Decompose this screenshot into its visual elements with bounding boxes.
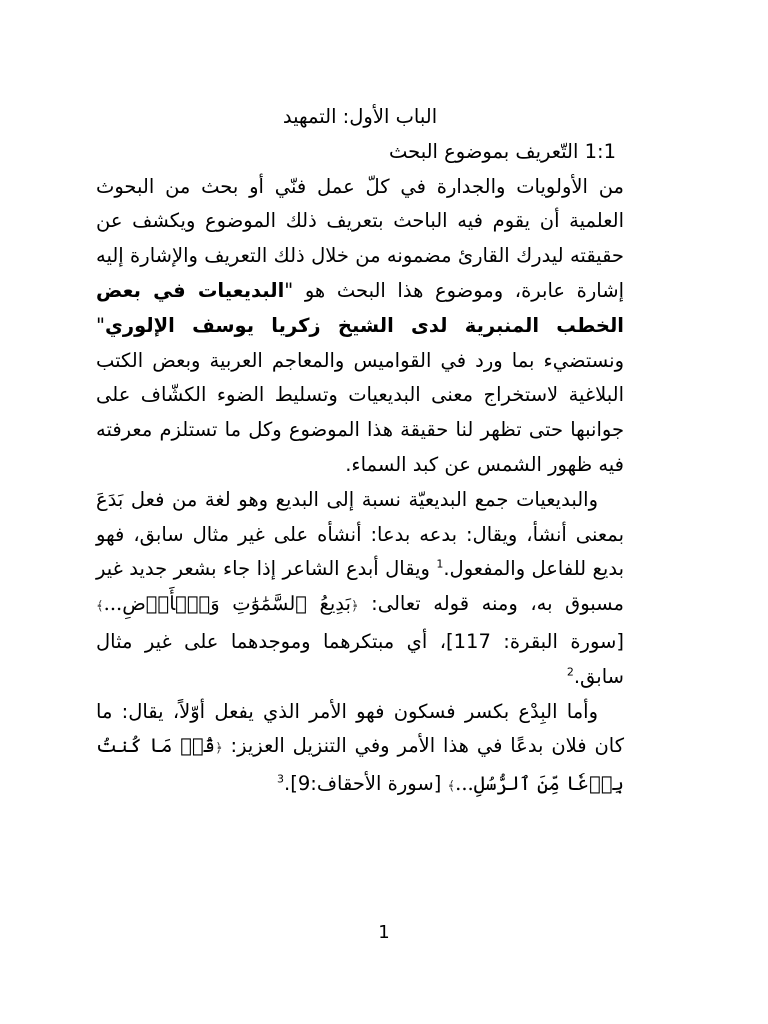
verse-open-bracket: ﴿	[215, 741, 223, 757]
document-page	[96, 100, 624, 805]
paragraph-3-text-b: [سورة الأحقاف:9].	[284, 772, 448, 796]
paragraph-1-text-a: من الأولويات والجدارة في كلّ عمل فنّي أو بحث من البحوث العلمية أن يقوم فيه الباحث بتعريف ذلك الموضوع ويكشف عن حقيقته ليدرك القارئ مضمونه من خلال ذلك التعريف والإشارة إليه إشارة عابرة، وموضوع هذا البحث هو "	[96, 174, 624, 302]
verse-close-bracket: ﴾	[447, 779, 456, 795]
section-heading: 1:1 التّعريف بموضوع البحث	[388, 139, 616, 163]
footnote-ref-3[interactable]: 3	[277, 772, 285, 786]
chapter-title: الباب الأول: التمهيد	[282, 105, 438, 128]
paragraph-3-text-a: وأما البِدْع بكسر فسكون فهو الأمر الذي يفعل أوّلاً، يقال: ما كان فلان بدعًا في هذا الأمر وفي التنزيل العزيز:	[96, 699, 624, 758]
paragraph-2-text-c: [سورة البقرة: 117]، أي مبتكرهما وموجدهما على غير مثال سابق.	[96, 629, 624, 688]
paragraph-1-text-b: " ونستضيء بما ورد في القواميس والمعاجم العربية وبعض الكتب البلاغية لاستخراج معنى البديعيات وتسليط الضوء الكشّاف على جوانبها حتى تظهر لنا حقيقة هذا الموضوع وكل ما تستلزم معرفته فيه ظهور الشمس عن كبد السماء.	[96, 313, 624, 476]
page-number: 1	[378, 922, 390, 943]
paragraph-3	[96, 695, 624, 805]
verse-open-bracket: ﴿	[350, 599, 359, 615]
paragraph-1	[96, 170, 624, 483]
footnote-ref-1[interactable]: 1	[436, 557, 444, 571]
quran-verse-1: بَدِيعُ ٱلسَّمَٰوَٰتِ وَٱلۡأَرۡضِ...	[103, 592, 351, 616]
footnote-ref-2[interactable]: 2	[566, 665, 574, 679]
research-title-bold: البديعيات في بعض الخطب المنبرية لدى الشيخ زكريا يوسف الإلوري	[96, 278, 624, 337]
paragraph-2-text-a: والبديعيات جمع البديعيّة نسبة إلى البديع وهو لغة من فعل بَدَعَ بمعنى أنشأ، ويقال: بدعه بدعا: أنشأه على غير مثال سابق، فهو بديع للفاعل والمفعول.	[96, 487, 624, 581]
paragraph-2	[96, 483, 624, 695]
verse-close-bracket: ﴾	[96, 599, 104, 615]
quran-verse-2: قُلۡ مَا كُنتُ بِدۡعٗا مِّنَ ٱلرُّسُلِ...	[96, 734, 624, 796]
paragraph-2-text-b: ويقال أبدع الشاعر إذا جاء بشعر جديد غير مسبوق به، ومنه قوله تعالى:	[96, 557, 624, 616]
